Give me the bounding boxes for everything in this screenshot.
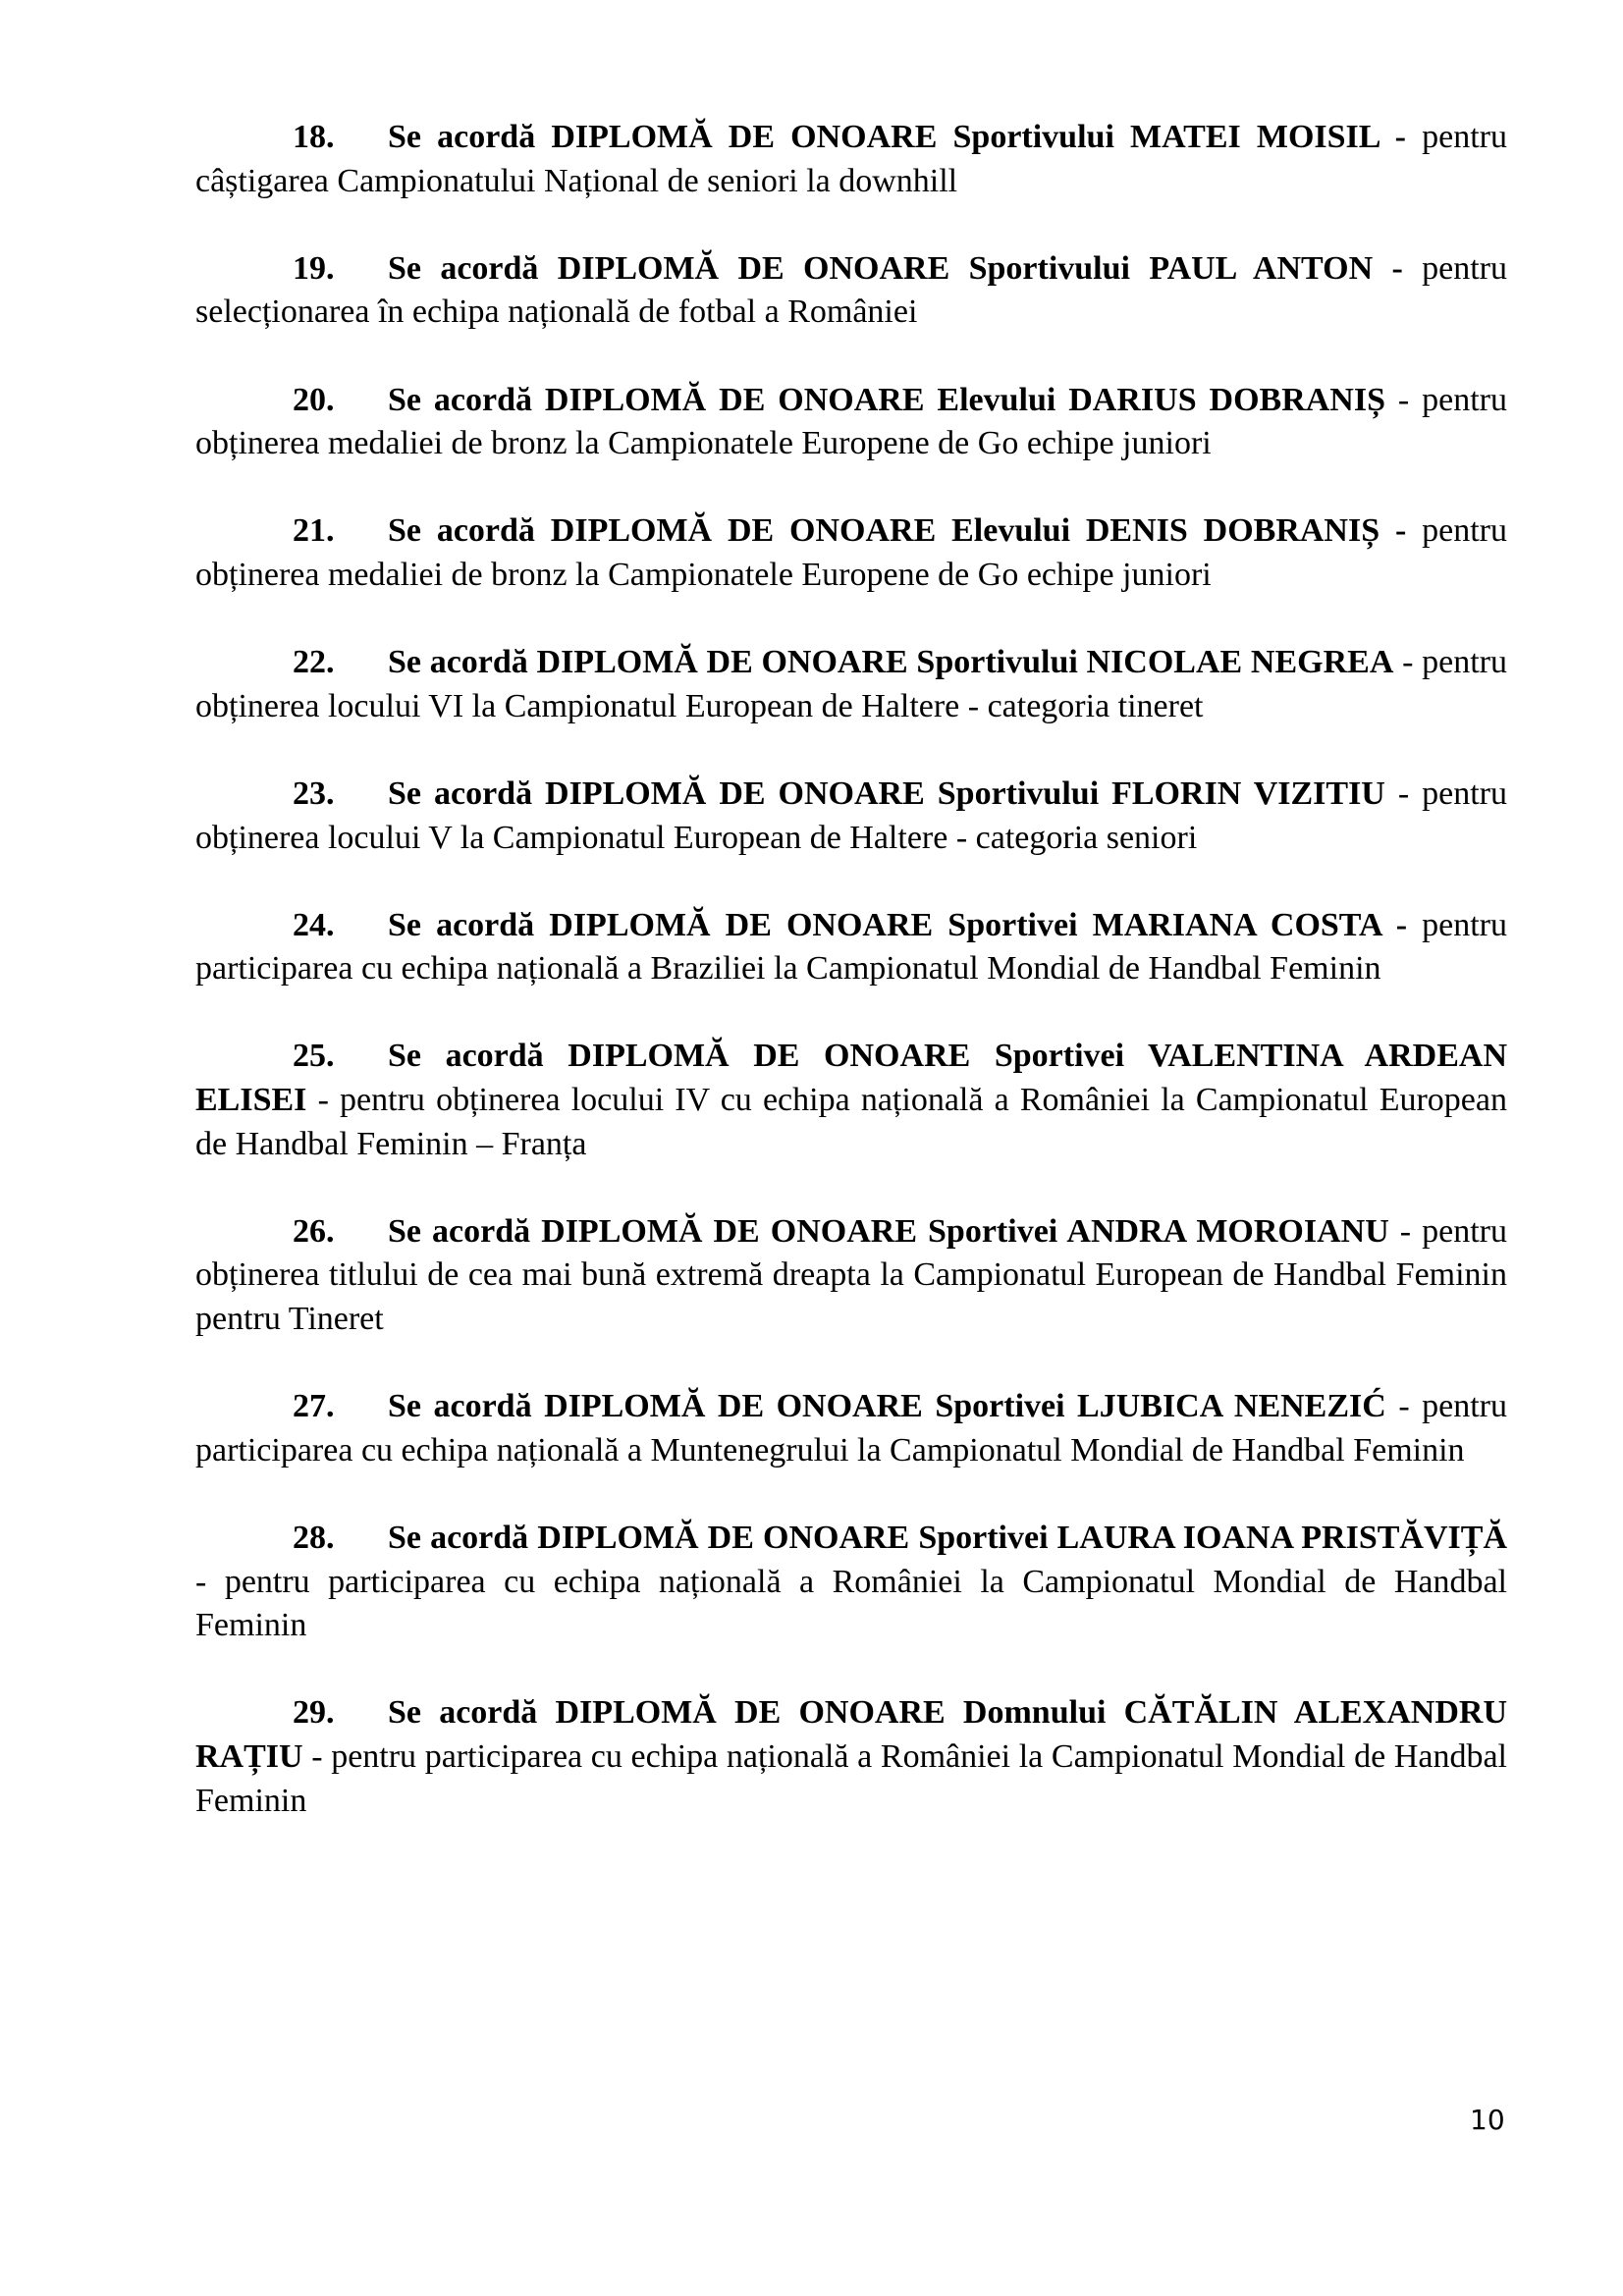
award-item-25 [195,1035,1507,1166]
award-heading: Se acordă DIPLOMĂ DE ONOARE Sportivei ANDRA MOROIANU [388,1212,1389,1250]
award-item-29 [195,1691,1507,1823]
item-number: 21. [293,512,335,550]
award-heading: Se acordă DIPLOMĂ DE ONOARE Sportivei LAURA IOANA PRISTĂVIȚĂ [388,1520,1507,1556]
award-heading: Se acordă DIPLOMĂ DE ONOARE Sportivului NICOLAE NEGREA [388,644,1394,681]
award-reason: pentru selecționarea în echipa națională de fotbal a României [195,249,1507,331]
item-number: 24. [293,906,335,943]
award-item-24 [195,904,1507,991]
award-reason: pentru câștigarea Campionatului Național de seniori la downhill [195,119,1507,199]
award-item-28 [195,1517,1507,1648]
item-number: 23. [293,774,335,812]
award-heading: Se acordă DIPLOMĂ DE ONOARE Sportivului FLORIN VIZITIU [388,774,1385,812]
award-heading: Se acordă DIPLOMĂ DE ONOARE Sportivului MATEI MOISIL - [388,119,1407,155]
item-number: 29. [293,1694,335,1732]
award-reason: - pentru obținerea titlului de cea mai bună extremă dreapta la Campionatul European de Handbal Feminin pentru Tineret [195,1212,1507,1338]
item-number: 28. [293,1520,335,1556]
item-number: 27. [293,1388,335,1425]
award-item-26 [195,1210,1507,1342]
award-reason: - pentru obținerea locului IV cu echipa națională a României la Campionatul European de Handbal Feminin – Franța [195,1082,1507,1162]
award-reason: - pentru obținerea medaliei de bronz la Campionatele Europene de Go echipe juniori [195,381,1507,462]
award-reason: - pentru participarea cu echipa națională a României la Campionatul Mondial de Handbal Feminin [195,1563,1507,1644]
item-number: 19. [293,249,335,287]
item-number: 20. [293,381,335,418]
award-heading: Se acordă DIPLOMĂ DE ONOARE Elevului DARIUS DOBRANIȘ [388,381,1385,418]
award-reason: - pentru participarea cu echipa națională a Muntenegrului la Campionatul Mondial de Handbal Feminin [195,1388,1507,1468]
award-item-23 [195,773,1507,860]
item-number: 26. [293,1212,335,1250]
award-heading: Se acordă DIPLOMĂ DE ONOARE Sportivei LJUBICA NENEZIĆ [388,1388,1386,1425]
award-heading: Se acordă DIPLOMĂ DE ONOARE Sportivei MARIANA COSTA - [388,906,1408,943]
award-heading: Se acordă DIPLOMĂ DE ONOARE Sportivului PAUL ANTON - [388,249,1403,287]
item-number: 25. [293,1038,335,1075]
item-number: 18. [293,119,335,155]
award-reason: pentru obținerea medaliei de bronz la Campionatele Europene de Go echipe juniori [195,512,1508,593]
award-heading: Se acordă DIPLOMĂ DE ONOARE Elevului DENIS DOBRANIȘ - [388,512,1407,550]
award-item-19 [195,247,1507,335]
award-item-18 [195,116,1507,203]
item-number: 22. [293,644,335,681]
award-reason: - pentru obținerea locului VI la Campionatul European de Haltere - categoria tineret [195,644,1508,724]
award-reason: pentru participarea cu echipa națională a Braziliei la Campionatul Mondial de Handbal Feminin [195,906,1508,988]
page-number: 10 [1470,2104,1505,2136]
award-item-21 [195,509,1507,597]
award-item-22 [195,641,1507,728]
award-item-27 [195,1385,1507,1472]
award-heading: Se acordă DIPLOMĂ DE ONOARE Sportivei VALENTINA ARDEAN ELISEI [195,1038,1507,1119]
award-item-20 [195,379,1507,466]
award-reason: - pentru participarea cu echipa națională a României la Campionatul Mondial de Handbal Feminin [195,1737,1507,1819]
document-page [195,116,1507,1867]
award-reason: - pentru obținerea locului V la Campionatul European de Haltere - categoria seniori [195,774,1507,856]
award-heading: Se acordă DIPLOMĂ DE ONOARE Domnului CĂTĂLIN ALEXANDRU RAȚIU [195,1694,1507,1775]
